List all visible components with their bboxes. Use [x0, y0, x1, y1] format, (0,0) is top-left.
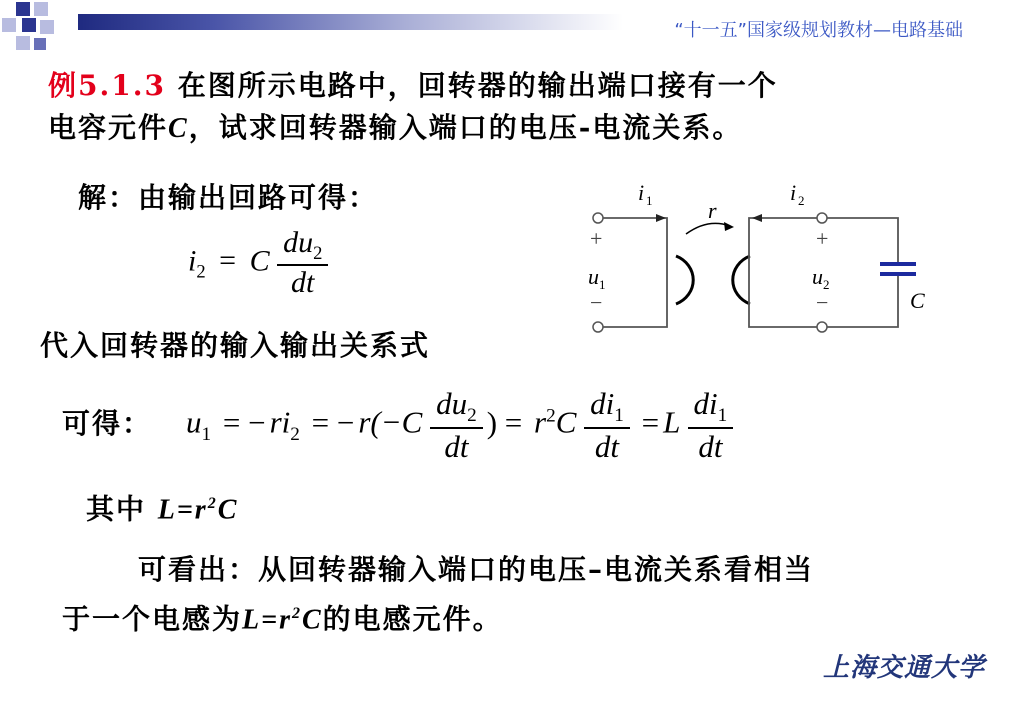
label-u2-sub: 2: [823, 277, 830, 292]
eq2-den1: dt: [444, 429, 469, 465]
eq2-num2-sub: 1: [614, 405, 624, 427]
cap-top-wire: [827, 218, 898, 264]
label-minus-left: −: [590, 290, 603, 315]
label-u1-sub: 1: [599, 277, 606, 292]
eq2-r2-sup: 2: [546, 405, 556, 427]
eq2-ri: ri: [269, 404, 291, 440]
eq2-num2: di: [590, 386, 615, 421]
obtain-label: 可得：: [62, 407, 153, 440]
equation-1: [188, 226, 328, 301]
eq2-num3-sub: 1: [717, 405, 728, 427]
cap-bottom-wire: [827, 274, 898, 327]
label-u1: u: [588, 264, 599, 289]
example-statement-2a: 电容元件: [48, 111, 169, 144]
label-i1-sub: 1: [646, 193, 653, 208]
eq2-den2: dt: [594, 429, 620, 465]
terminal-left-top: [593, 213, 603, 223]
right-loop-wire: [749, 218, 817, 327]
gyrator-circuit: [580, 180, 940, 340]
where-sup: 2: [207, 495, 218, 512]
conclusion-line2: [62, 594, 503, 640]
eq1-num: du: [283, 226, 314, 259]
example-statement-2b: ，试求回转器输入端口的电压-电流关系。: [188, 111, 743, 144]
eq2-r2: r: [534, 404, 547, 440]
gyrator-left-arc: [676, 256, 693, 304]
label-i1: i: [638, 180, 645, 205]
conclusion-sup: 2: [291, 605, 302, 622]
eq2-fraction-1: [430, 386, 483, 465]
label-r: r: [708, 198, 717, 223]
terminal-left-bottom: [593, 322, 603, 332]
example-statement-1: 在图所示电路中，回转器的输出端口接有一个: [165, 69, 778, 102]
eq1-den: dt: [291, 266, 315, 300]
eq2-fraction-3: [688, 386, 734, 465]
substitute-text: 代入回转器的输入输出关系式: [40, 329, 431, 362]
conclusion-line1: 可看出：从回转器输入端口的电压–电流关系看相当: [138, 553, 815, 586]
eq2-num1-sub: 2: [467, 405, 477, 427]
terminal-right-top: [817, 213, 827, 223]
gyrator-right-arc: [733, 256, 750, 304]
header-title: “十一五”国家级规划教材—电路基础: [674, 20, 963, 41]
header-decoration: [0, 0, 80, 60]
label-plus-left: +: [590, 226, 603, 251]
where-prefix: 其中: [86, 492, 158, 526]
example-label: 例5.1.3: [48, 69, 166, 102]
eq2-c2: C: [555, 404, 577, 440]
conclusion-c: C: [301, 604, 323, 636]
gyration-arrow: [686, 223, 730, 234]
eq2-u: u: [186, 404, 202, 440]
eq2-fraction-2: [584, 386, 630, 465]
university-logo: 上海交通大学: [822, 653, 985, 683]
label-i2: i: [790, 180, 797, 205]
eq2-close-eq: ) =: [486, 404, 523, 440]
conclusion-2b: 的电感元件。: [322, 602, 503, 636]
example-line1: [48, 66, 778, 106]
eq1-fraction: [277, 226, 328, 301]
label-i2-sub: 2: [798, 193, 805, 208]
eq2-eq2: = −: [311, 404, 355, 440]
terminal-right-bottom: [817, 322, 827, 332]
label-capacitor: C: [910, 288, 925, 313]
eq2-l: L: [663, 404, 680, 440]
where-c: C: [217, 494, 239, 526]
arrow-i2-icon: [752, 214, 762, 222]
eq2-eq1: = −: [222, 404, 266, 440]
eq1-coef: C: [249, 244, 270, 278]
eq2-ri-sub: 2: [290, 423, 300, 445]
eq2-u-sub: 1: [201, 423, 212, 445]
eq1-i-sub: 2: [196, 261, 206, 283]
capacitor-symbol: C: [168, 113, 189, 144]
header-bar: [78, 14, 623, 30]
label-plus-right: +: [816, 226, 829, 251]
conclusion-2a: 于一个电感为: [62, 602, 243, 636]
arrow-i1-icon: [656, 214, 666, 222]
equation-2: [186, 386, 733, 465]
eq2-r-open: r(−C: [358, 404, 423, 440]
eq1-num-sub: 2: [313, 243, 323, 264]
eq2-den3: dt: [698, 429, 723, 465]
where-line: [86, 484, 238, 530]
eq1-i: i: [188, 244, 197, 278]
label-u2: u: [812, 264, 823, 289]
example-line2: [48, 108, 742, 149]
eq1-equals: =: [219, 244, 237, 278]
gyration-arrow-head-icon: [724, 222, 734, 231]
left-loop-wire: [603, 218, 667, 327]
where-eq: L=r: [157, 494, 208, 526]
conclusion-eq: L=r: [242, 604, 292, 636]
eq2-num3: di: [693, 386, 718, 421]
label-minus-right: −: [816, 290, 829, 315]
eq2-num1: du: [436, 386, 468, 421]
solution-intro: 解：由输出回路可得：: [78, 181, 379, 214]
eq2-eq3: =: [641, 404, 660, 440]
